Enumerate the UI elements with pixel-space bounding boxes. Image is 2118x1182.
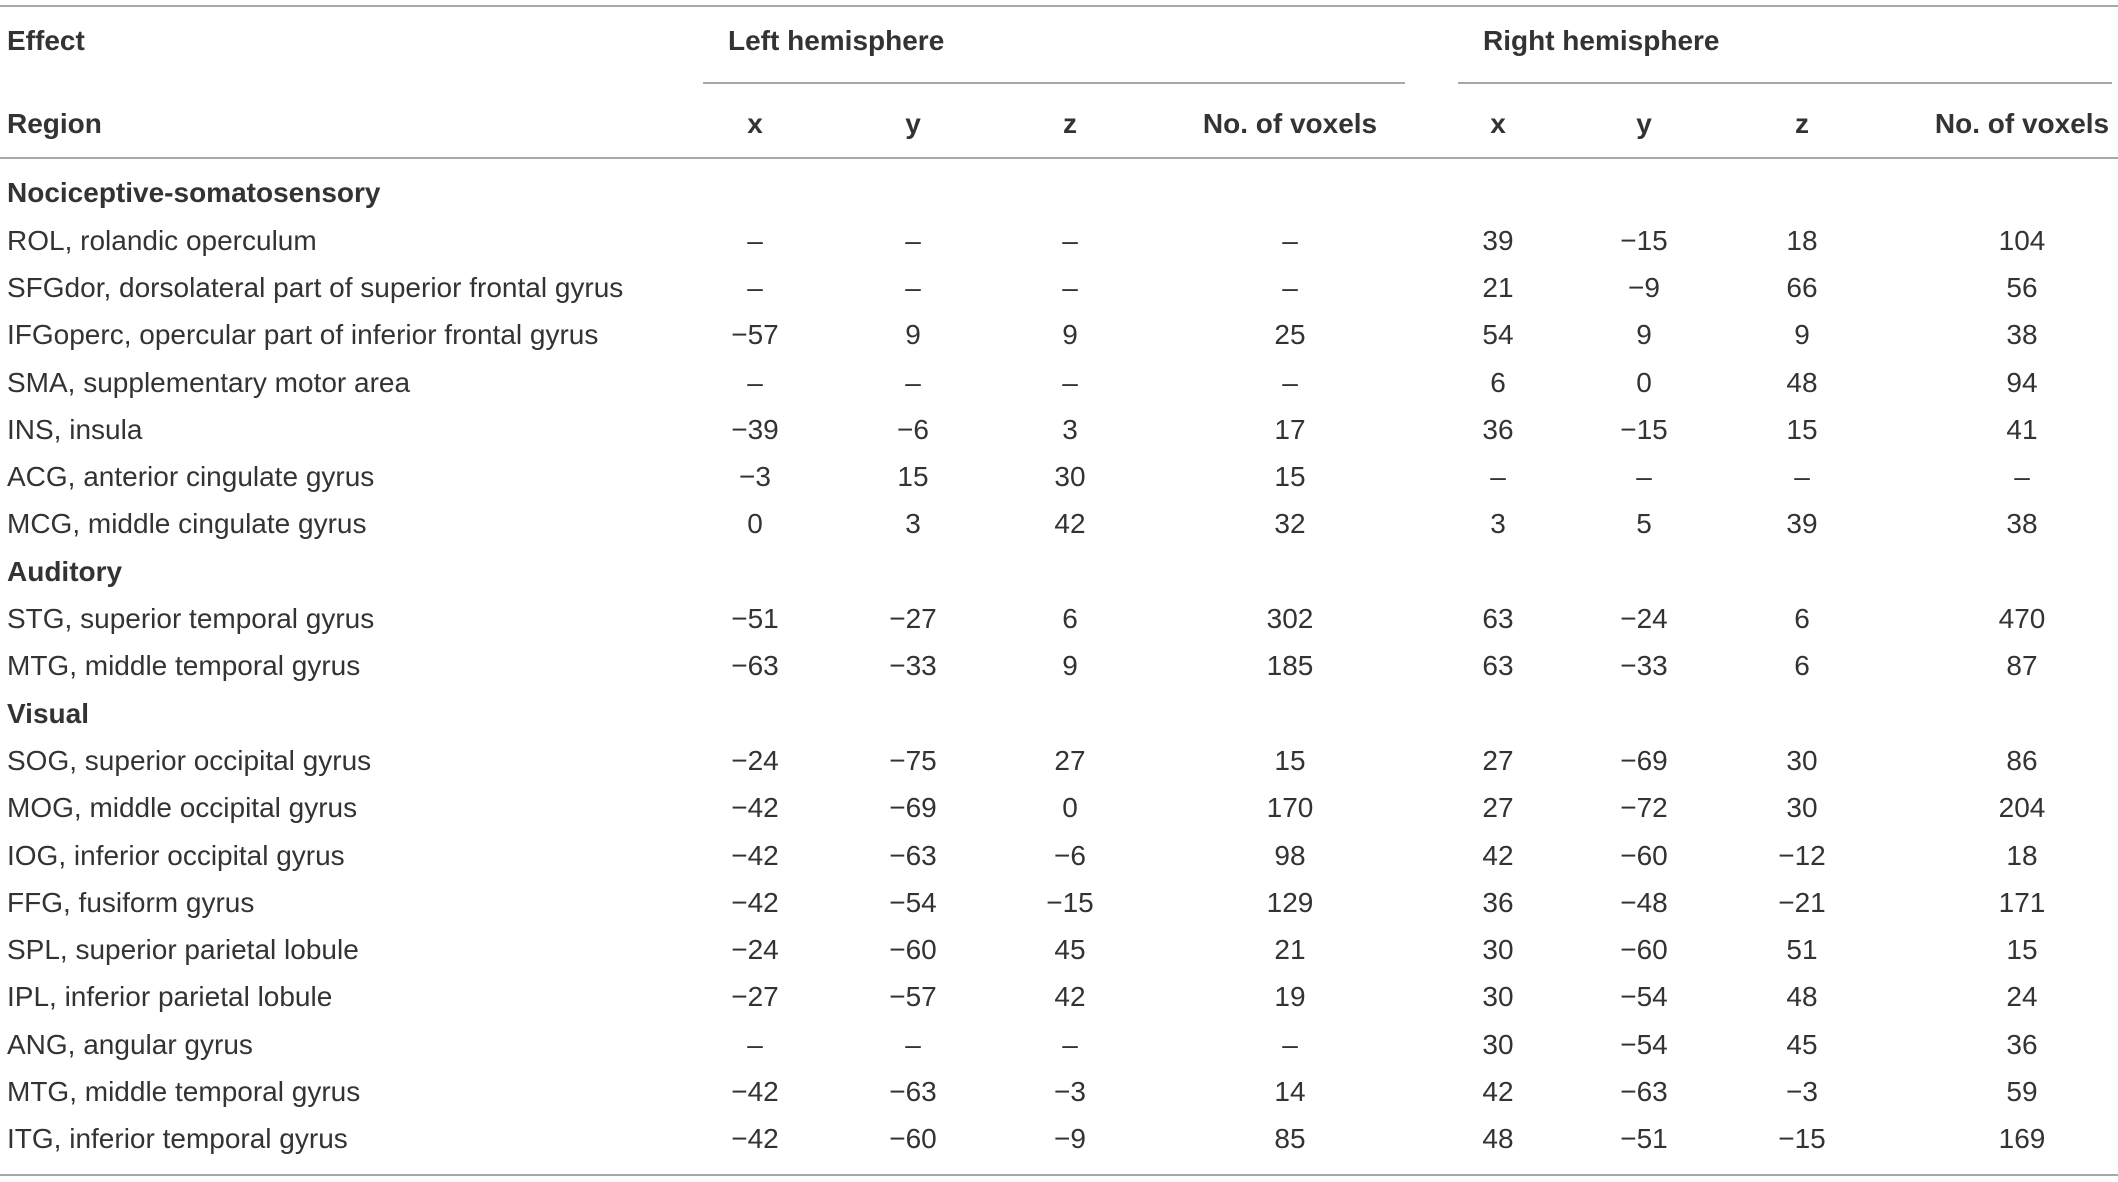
- table-row: [0, 1115, 2118, 1162]
- left-x-cell: −3: [739, 461, 771, 493]
- left-x-cell: –: [747, 366, 763, 398]
- region-cell: IOG, inferior occipital gyrus: [7, 839, 345, 871]
- left-y-cell: −63: [889, 839, 937, 871]
- right-y-cell: −48: [1620, 886, 1668, 918]
- left-voxels-cell: 302: [1266, 603, 1314, 635]
- right-y-cell: −33: [1620, 650, 1668, 682]
- left-voxels-cell: 85: [1274, 1123, 1306, 1155]
- right-y-cell: −15: [1620, 413, 1668, 445]
- right-x-heading: x: [1490, 108, 1506, 139]
- left-z-cell: –: [1062, 366, 1078, 398]
- region-cell: INS, insula: [7, 413, 143, 445]
- left-z-cell: −3: [1054, 1076, 1086, 1108]
- right-voxels-cell: 169: [1998, 1123, 2046, 1155]
- left-z-cell: 45: [1054, 934, 1086, 966]
- right-z-cell: 15: [1786, 413, 1818, 445]
- left-x-cell: −24: [731, 934, 779, 966]
- region-cell: ROL, rolandic operculum: [7, 224, 317, 256]
- right-x-cell: 48: [1482, 1123, 1514, 1155]
- header-row-effect: [0, 17, 2118, 64]
- right-z-cell: 45: [1786, 1028, 1818, 1060]
- left-y-cell: −57: [889, 981, 937, 1013]
- right-x-cell: 63: [1482, 603, 1514, 635]
- right-z-cell: 39: [1786, 508, 1818, 540]
- right-x-cell: –: [1490, 461, 1506, 493]
- left-x-cell: 0: [747, 508, 763, 540]
- table-row: [0, 784, 2118, 831]
- left-voxels-cell: –: [1282, 224, 1298, 256]
- right-voxels-cell: 38: [2006, 508, 2038, 540]
- right-voxels-cell: 204: [1998, 792, 2046, 824]
- left-y-cell: –: [905, 366, 921, 398]
- right-z-cell: 48: [1786, 981, 1818, 1013]
- right-z-cell: 48: [1786, 366, 1818, 398]
- left-voxels-cell: –: [1282, 271, 1298, 303]
- right-y-cell: −51: [1620, 1123, 1668, 1155]
- left-z-cell: 30: [1054, 461, 1086, 493]
- left-hemisphere-underline: [703, 82, 1405, 84]
- right-x-cell: 42: [1482, 839, 1514, 871]
- left-y-cell: −54: [889, 886, 937, 918]
- right-voxels-cell: 36: [2006, 1028, 2038, 1060]
- region-cell: FFG, fusiform gyrus: [7, 886, 255, 918]
- left-y-cell: 3: [905, 508, 921, 540]
- table-row: [0, 406, 2118, 453]
- left-x-cell: −51: [731, 603, 779, 635]
- group-heading: Nociceptive-somatosensory: [7, 177, 381, 209]
- left-voxels-cell: 32: [1274, 508, 1306, 540]
- group-heading-row: [0, 169, 2118, 216]
- table-row: [0, 217, 2118, 264]
- right-voxels-cell: 59: [2006, 1076, 2038, 1108]
- right-voxels-cell: 24: [2006, 981, 2038, 1013]
- right-z-cell: −21: [1778, 886, 1826, 918]
- right-x-cell: 39: [1482, 224, 1514, 256]
- left-y-cell: −63: [889, 1076, 937, 1108]
- left-z-cell: –: [1062, 271, 1078, 303]
- left-x-cell: –: [747, 271, 763, 303]
- right-y-cell: −72: [1620, 792, 1668, 824]
- right-y-cell: 0: [1636, 366, 1652, 398]
- right-x-cell: 6: [1490, 366, 1506, 398]
- left-z-cell: 6: [1062, 603, 1078, 635]
- right-y-cell: −15: [1620, 224, 1668, 256]
- left-voxels-cell: 21: [1274, 934, 1306, 966]
- left-voxels-cell: 170: [1266, 792, 1314, 824]
- right-y-cell: 5: [1636, 508, 1652, 540]
- right-voxels-cell: 38: [2006, 319, 2038, 351]
- left-x-cell: −57: [731, 319, 779, 351]
- table-row: [0, 642, 2118, 689]
- left-z-cell: 42: [1054, 981, 1086, 1013]
- right-y-cell: −54: [1620, 981, 1668, 1013]
- region-cell: SPL, superior parietal lobule: [7, 934, 359, 966]
- region-cell: SMA, supplementary motor area: [7, 366, 411, 398]
- right-x-cell: 21: [1482, 271, 1514, 303]
- left-x-cell: −42: [731, 1123, 779, 1155]
- table-row: [0, 737, 2118, 784]
- region-cell: MOG, middle occipital gyrus: [7, 792, 358, 824]
- right-x-cell: 30: [1482, 981, 1514, 1013]
- effect-heading: Effect: [7, 25, 85, 56]
- left-voxels-cell: 185: [1266, 650, 1314, 682]
- left-x-heading: x: [747, 108, 763, 139]
- left-y-cell: 9: [905, 319, 921, 351]
- right-voxels-cell: 171: [1998, 886, 2046, 918]
- right-x-cell: 63: [1482, 650, 1514, 682]
- left-x-cell: −42: [731, 1076, 779, 1108]
- right-voxels-cell: 41: [2006, 413, 2038, 445]
- left-z-cell: −15: [1046, 886, 1094, 918]
- header-bottom-rule: [0, 157, 2118, 159]
- left-y-cell: −27: [889, 603, 937, 635]
- left-x-cell: −42: [731, 792, 779, 824]
- right-y-cell: –: [1636, 461, 1652, 493]
- table-row: [0, 595, 2118, 642]
- right-y-cell: −69: [1620, 744, 1668, 776]
- right-x-cell: 27: [1482, 744, 1514, 776]
- right-z-cell: −15: [1778, 1123, 1826, 1155]
- table-row: [0, 359, 2118, 406]
- left-voxels-cell: 17: [1274, 413, 1306, 445]
- right-y-cell: −24: [1620, 603, 1668, 635]
- table-row: [0, 500, 2118, 547]
- left-voxels-cell: 129: [1266, 886, 1314, 918]
- left-z-cell: 9: [1062, 319, 1078, 351]
- right-x-cell: 36: [1482, 413, 1514, 445]
- left-x-cell: −24: [731, 744, 779, 776]
- left-voxels-cell: –: [1282, 1028, 1298, 1060]
- region-cell: STG, superior temporal gyrus: [7, 603, 375, 635]
- left-hemisphere-heading: Left hemisphere: [728, 25, 945, 56]
- right-voxels-cell: 56: [2006, 271, 2038, 303]
- right-voxels-cell: 86: [2006, 744, 2038, 776]
- right-x-cell: 54: [1482, 319, 1514, 351]
- left-x-cell: −63: [731, 650, 779, 682]
- left-voxels-cell: 19: [1274, 981, 1306, 1013]
- left-y-cell: –: [905, 1028, 921, 1060]
- right-y-cell: −60: [1620, 934, 1668, 966]
- left-voxels-cell: –: [1282, 366, 1298, 398]
- right-voxels-cell: 94: [2006, 366, 2038, 398]
- left-z-cell: –: [1062, 1028, 1078, 1060]
- table-row: [0, 926, 2118, 973]
- left-z-cell: 27: [1054, 744, 1086, 776]
- right-x-cell: 3: [1490, 508, 1506, 540]
- left-voxels-cell: 25: [1274, 319, 1306, 351]
- left-voxels-heading: No. of voxels: [1202, 108, 1378, 139]
- right-voxels-cell: 87: [2006, 650, 2038, 682]
- group-heading-row: [0, 548, 2118, 595]
- left-y-cell: −75: [889, 744, 937, 776]
- table-top-rule: [0, 5, 2118, 7]
- right-z-cell: −3: [1786, 1076, 1818, 1108]
- region-heading: Region: [7, 108, 102, 139]
- region-cell: SOG, superior occipital gyrus: [7, 744, 372, 776]
- left-y-cell: –: [905, 224, 921, 256]
- region-cell: MTG, middle temporal gyrus: [7, 1076, 361, 1108]
- left-x-cell: –: [747, 224, 763, 256]
- right-x-cell: 27: [1482, 792, 1514, 824]
- region-cell: ANG, angular gyrus: [7, 1028, 253, 1060]
- right-z-cell: 18: [1786, 224, 1818, 256]
- left-voxels-cell: 98: [1274, 839, 1306, 871]
- table-row: [0, 1068, 2118, 1115]
- left-y-cell: −6: [897, 413, 929, 445]
- right-voxels-heading: No. of voxels: [1934, 108, 2110, 139]
- table-row: [0, 879, 2118, 926]
- right-y-cell: 9: [1636, 319, 1652, 351]
- left-voxels-cell: 15: [1274, 461, 1306, 493]
- left-x-cell: −39: [731, 413, 779, 445]
- table-bottom-rule: [0, 1174, 2118, 1176]
- left-x-cell: −27: [731, 981, 779, 1013]
- region-cell: ACG, anterior cingulate gyrus: [7, 461, 375, 493]
- left-z-cell: 0: [1062, 792, 1078, 824]
- left-z-cell: −9: [1054, 1123, 1086, 1155]
- region-cell: MTG, middle temporal gyrus: [7, 650, 361, 682]
- right-z-cell: 9: [1794, 319, 1810, 351]
- left-y-heading: y: [905, 108, 921, 139]
- right-hemisphere-heading: Right hemisphere: [1483, 25, 1720, 56]
- left-z-cell: 3: [1062, 413, 1078, 445]
- left-y-cell: −60: [889, 1123, 937, 1155]
- right-voxels-cell: 470: [1998, 603, 2046, 635]
- group-heading: Visual: [7, 697, 89, 729]
- region-cell: IFGoperc, opercular part of inferior frontal gyrus: [7, 319, 599, 351]
- right-z-cell: −12: [1778, 839, 1826, 871]
- table-row: [0, 973, 2118, 1020]
- left-y-cell: –: [905, 271, 921, 303]
- group-heading: Auditory: [7, 555, 123, 587]
- left-y-cell: −33: [889, 650, 937, 682]
- left-y-cell: 15: [897, 461, 929, 493]
- table-row: [0, 264, 2118, 311]
- right-y-cell: −54: [1620, 1028, 1668, 1060]
- right-voxels-cell: 104: [1998, 224, 2046, 256]
- right-z-cell: 66: [1786, 271, 1818, 303]
- table-body: [0, 169, 2118, 1162]
- left-y-cell: −60: [889, 934, 937, 966]
- table-row: [0, 832, 2118, 879]
- left-z-cell: –: [1062, 224, 1078, 256]
- left-x-cell: −42: [731, 839, 779, 871]
- left-x-cell: –: [747, 1028, 763, 1060]
- region-cell: IPL, inferior parietal lobule: [7, 981, 333, 1013]
- left-x-cell: −42: [731, 886, 779, 918]
- right-z-cell: –: [1794, 461, 1810, 493]
- right-x-cell: 30: [1482, 1028, 1514, 1060]
- table-row: [0, 311, 2118, 358]
- left-z-cell: 9: [1062, 650, 1078, 682]
- right-z-cell: 51: [1786, 934, 1818, 966]
- right-voxels-cell: 18: [2006, 839, 2038, 871]
- right-voxels-cell: –: [2014, 461, 2030, 493]
- left-voxels-cell: 15: [1274, 744, 1306, 776]
- right-x-cell: 42: [1482, 1076, 1514, 1108]
- right-z-cell: 30: [1786, 792, 1818, 824]
- right-x-cell: 36: [1482, 886, 1514, 918]
- left-z-cell: 42: [1054, 508, 1086, 540]
- left-z-cell: −6: [1054, 839, 1086, 871]
- table-row: [0, 1021, 2118, 1068]
- right-z-cell: 6: [1794, 603, 1810, 635]
- table-row: [0, 453, 2118, 500]
- right-voxels-cell: 15: [2006, 934, 2038, 966]
- region-cell: ITG, inferior temporal gyrus: [7, 1123, 348, 1155]
- right-z-cell: 30: [1786, 744, 1818, 776]
- right-z-heading: z: [1795, 108, 1809, 139]
- left-z-heading: z: [1063, 108, 1077, 139]
- region-cell: MCG, middle cingulate gyrus: [7, 508, 367, 540]
- left-y-cell: −69: [889, 792, 937, 824]
- right-hemisphere-underline: [1458, 82, 2112, 84]
- right-y-cell: −9: [1628, 271, 1660, 303]
- right-y-cell: −63: [1620, 1076, 1668, 1108]
- right-z-cell: 6: [1794, 650, 1810, 682]
- right-x-cell: 30: [1482, 934, 1514, 966]
- region-cell: SFGdor, dorsolateral part of superior frontal gyrus: [7, 271, 624, 303]
- left-voxels-cell: 14: [1274, 1076, 1306, 1108]
- group-heading-row: [0, 690, 2118, 737]
- header-row-region: [0, 100, 2118, 147]
- right-y-heading: y: [1636, 108, 1652, 139]
- right-y-cell: −60: [1620, 839, 1668, 871]
